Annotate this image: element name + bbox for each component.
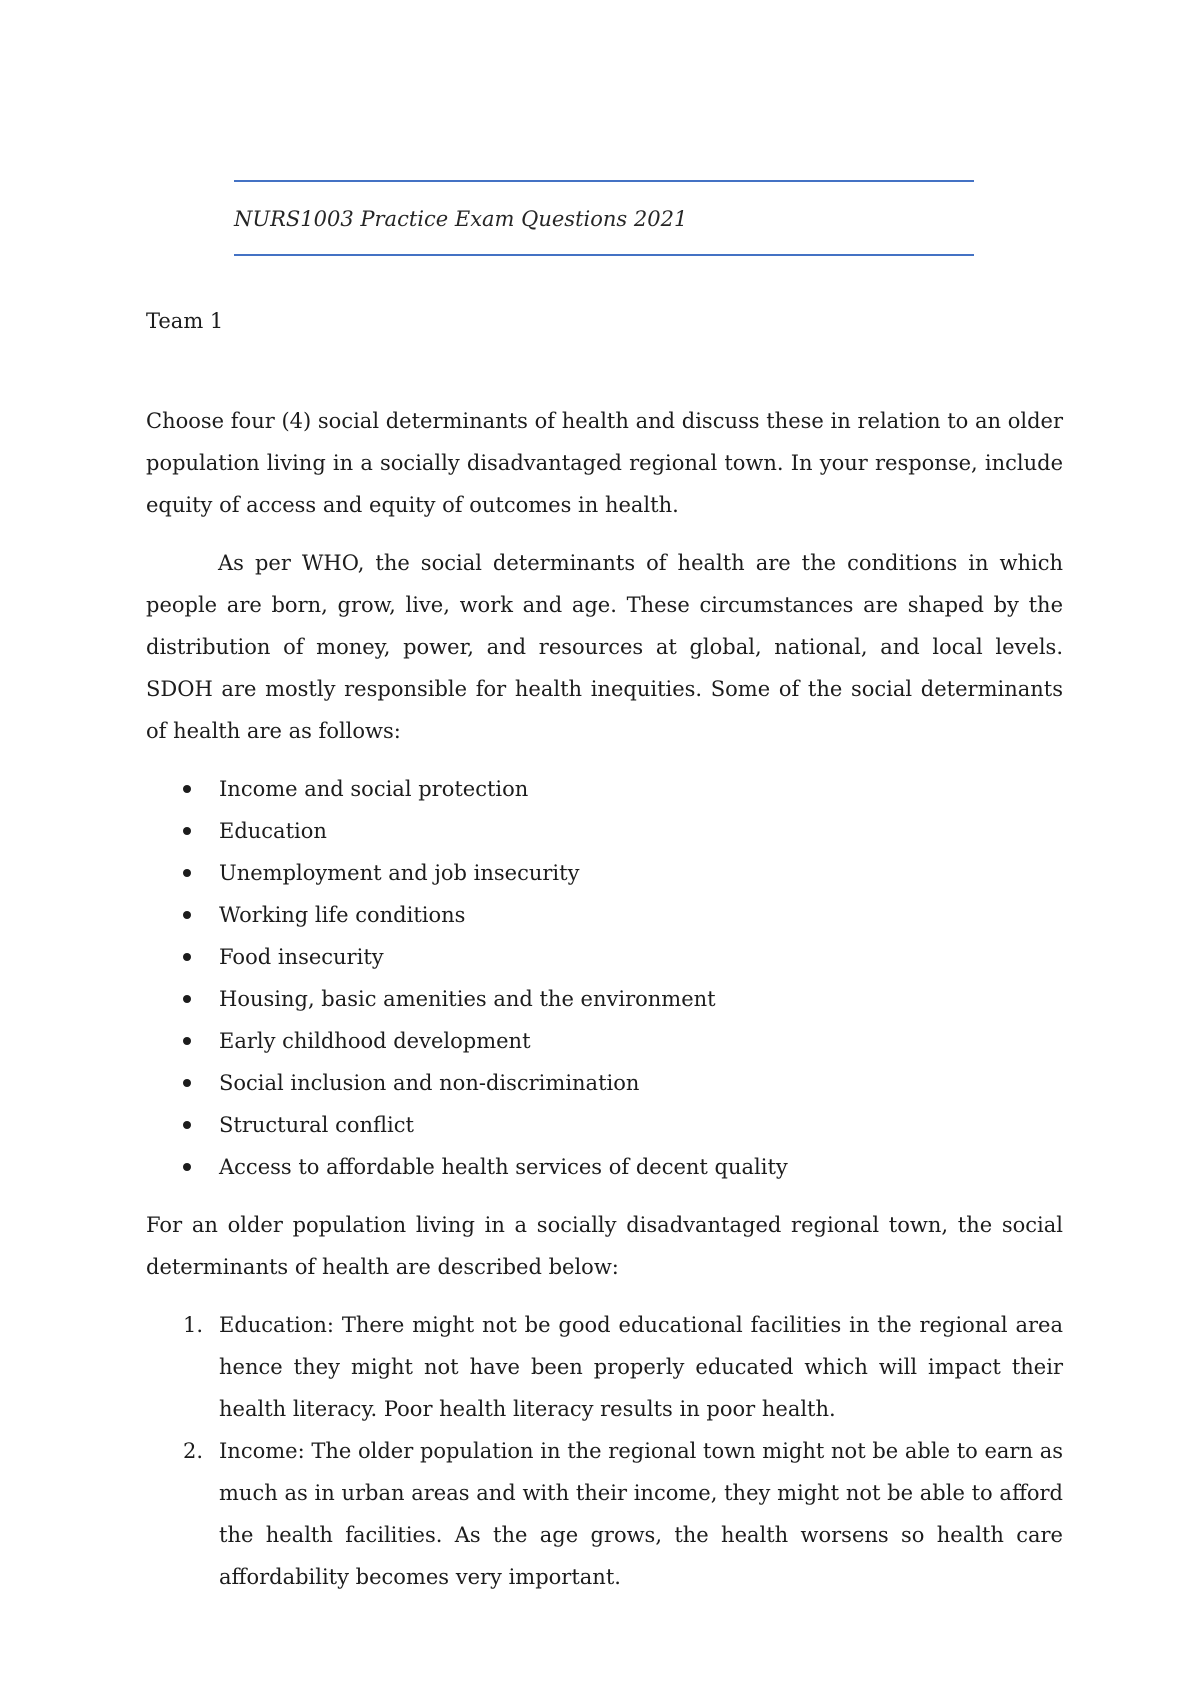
intro-paragraph: As per WHO, the social determinants of health are the conditions in which people are born, grow, live, work and age. These circumstances are shaped by the distribution of money, power, and resources at global, national, and local levels. SDOH are mostly responsible for health inequities. Some of the social determinants of health are as follows: <box>146 551 1063 743</box>
bullet-icon <box>183 911 191 919</box>
list-item <box>146 768 1063 810</box>
list-item-text: Food insecurity <box>219 945 384 969</box>
list-item <box>146 852 1063 894</box>
team-label: Team 1 <box>146 309 224 333</box>
list-item <box>146 978 1063 1020</box>
bullet-icon <box>183 785 191 793</box>
bullet-icon <box>183 827 191 835</box>
page-header <box>234 180 974 256</box>
list-item <box>146 1020 1063 1062</box>
list-item <box>146 1146 1063 1188</box>
list-item-text: Social inclusion and non-discrimination <box>219 1071 640 1095</box>
list-item-text: Early childhood development <box>219 1029 531 1053</box>
list-item <box>146 936 1063 978</box>
bullet-icon <box>183 1037 191 1045</box>
question-paragraph: Choose four (4) social determinants of health and discuss these in relation to an older population living in a socially disadvantaged regional town. In your response, include equity of access and equity of outcomes in health. <box>146 409 1063 517</box>
list-item-text: Unemployment and job insecurity <box>219 861 580 885</box>
bullet-icon <box>183 995 191 1003</box>
described-determinants-list <box>146 1304 1063 1598</box>
header-title: NURS1003 Practice Exam Questions 2021 <box>234 207 688 231</box>
list-item-text: Education <box>219 819 327 843</box>
item-number: 1. <box>183 1313 204 1337</box>
numbered-item <box>146 1430 1063 1598</box>
header-bottom-rule <box>234 254 974 256</box>
document-body <box>146 300 1063 1598</box>
numbered-item-text: Income: The older population in the regional town might not be able to earn as much as in urban areas and with their income, they might not be able to afford the health facilities. As the age grows, the health worsens so health care affordability becomes very important. <box>219 1439 1063 1589</box>
list-item <box>146 1104 1063 1146</box>
list-item-text: Housing, basic amenities and the environment <box>219 987 716 1011</box>
bullet-icon <box>183 1121 191 1129</box>
list-item <box>146 1062 1063 1104</box>
bullet-icon <box>183 1079 191 1087</box>
numbered-item-text: Education: There might not be good educational facilities in the regional area hence they might not have been properly educated which will impact their health literacy. Poor health literacy results in poor health. <box>219 1313 1063 1421</box>
determinants-list <box>146 768 1063 1188</box>
bullet-icon <box>183 1163 191 1171</box>
list-item-text: Structural conflict <box>219 1113 414 1137</box>
list-item <box>146 810 1063 852</box>
list-item-text: Working life conditions <box>219 903 466 927</box>
older-population-paragraph: For an older population living in a socially disadvantaged regional town, the social determinants of health are described below: <box>146 1213 1063 1279</box>
bullet-icon <box>183 869 191 877</box>
list-item-text: Access to affordable health services of decent quality <box>219 1155 788 1179</box>
list-item <box>146 894 1063 936</box>
bullet-icon <box>183 953 191 961</box>
numbered-item <box>146 1304 1063 1430</box>
list-item-text: Income and social protection <box>219 777 529 801</box>
item-number: 2. <box>183 1439 204 1463</box>
